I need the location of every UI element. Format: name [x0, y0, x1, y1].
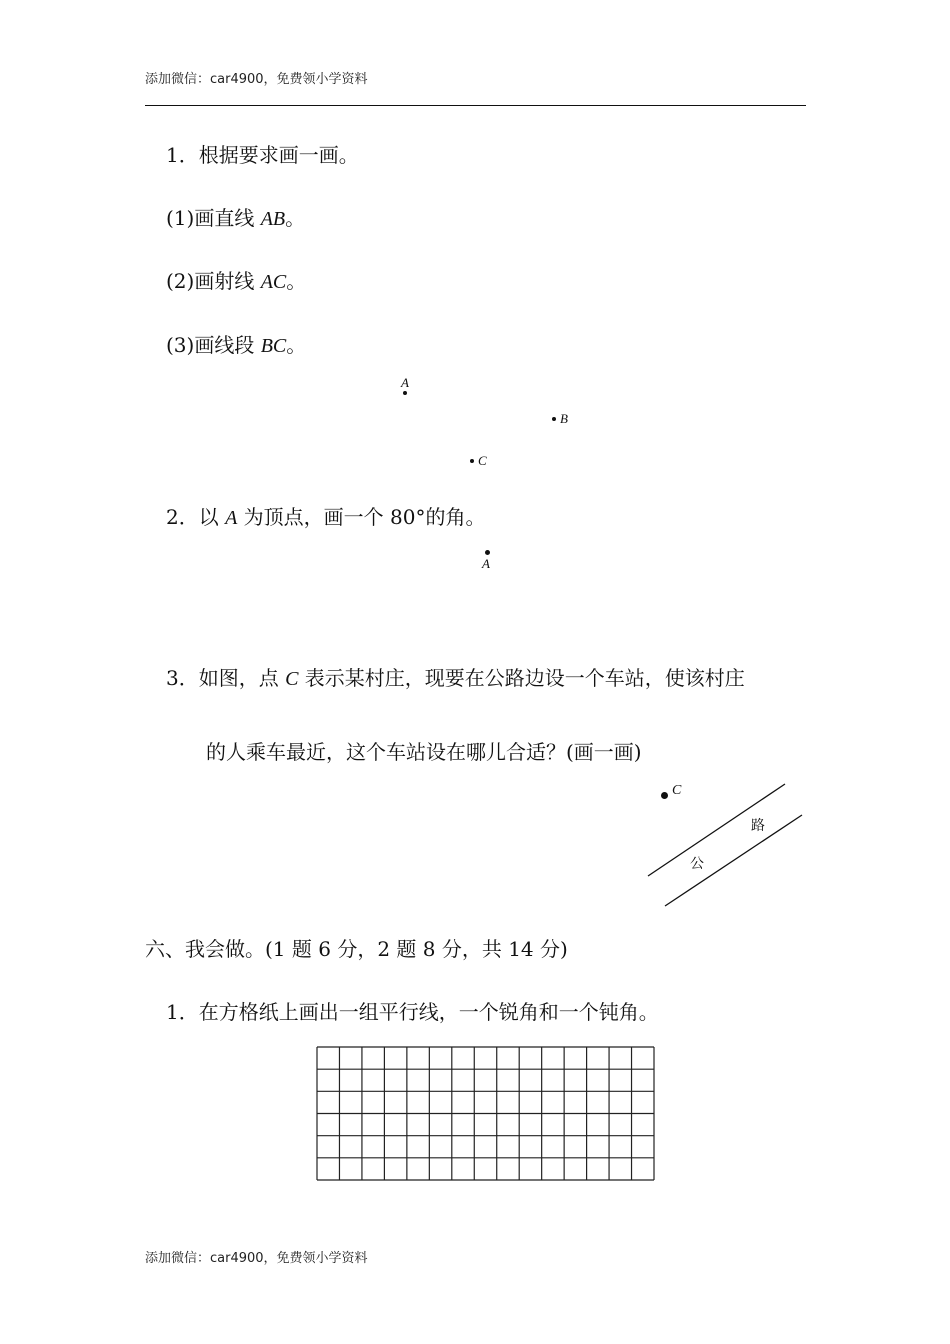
- point-b-label: B: [560, 411, 568, 426]
- section6-heading: 六、我会做。(1 题 6 分，2 题 8 分，共 14 分): [145, 937, 568, 961]
- point-c-label: C: [478, 453, 487, 468]
- q2-vertex-label: A: [482, 556, 490, 571]
- q1-sub3-pre: (3)画线段: [166, 333, 261, 357]
- q1-sub1-post: 。: [285, 206, 306, 230]
- q1-sub2-post: 。: [286, 269, 307, 293]
- q1-sub1-pre: (1)画直线: [166, 206, 261, 230]
- section6-q1: 1．在方格纸上画出一组平行线，一个锐角和一个钝角。: [166, 1000, 659, 1024]
- q2-pre: 2．以: [166, 505, 226, 529]
- village-c-label: C: [672, 783, 682, 798]
- grid-paper[interactable]: [316, 1046, 656, 1182]
- q1-sub3-var: BC: [260, 335, 287, 357]
- q1-sub2-var: AC: [260, 271, 287, 293]
- footer-watermark: 添加微信：car4900，免费领小学资料: [145, 1251, 368, 1266]
- q3-line1-var: C: [285, 668, 299, 690]
- q2-var: A: [225, 507, 238, 529]
- q1-sub1-var: AB: [260, 208, 286, 230]
- road-edge-lower: [665, 815, 802, 906]
- q1-sub2-pre: (2)画射线: [166, 269, 261, 293]
- road-label-gong: 公: [690, 856, 704, 872]
- q3-line2: 的人乘车最近，这个车站设在哪儿合适？(画一画): [206, 740, 642, 764]
- q3-line1-pre: 3．如图，点: [166, 666, 286, 690]
- point-a-label: A: [401, 375, 409, 390]
- q1-sub3-post: 。: [286, 333, 307, 357]
- road-label-lu: 路: [751, 818, 765, 834]
- q3-line1-post: 表示某村庄，现要在公路边设一个车站，使该村庄: [298, 666, 745, 690]
- header-watermark: 添加微信：car4900，免费领小学资料: [145, 72, 368, 87]
- q1-title: 1．根据要求画一画。: [166, 143, 359, 167]
- q2-post: 为顶点，画一个 80°的角。: [237, 505, 486, 529]
